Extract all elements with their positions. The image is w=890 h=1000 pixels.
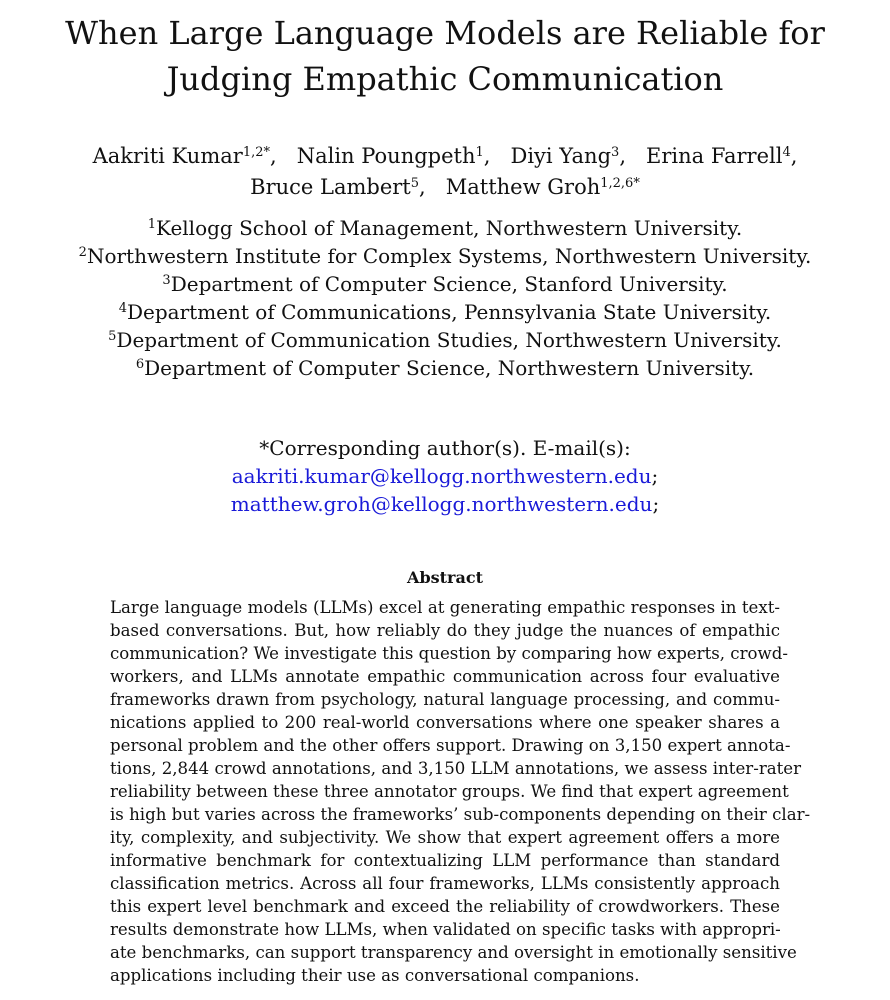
author: Aakriti Kumar$^{1,2*}$,	[92, 144, 277, 168]
author: Bruce Lambert$^5$,	[250, 175, 426, 199]
email-line: aakriti.kumar@kellogg.northwestern.edu;	[231, 464, 659, 488]
title-line-2: Judging Empathic Communication	[166, 60, 724, 98]
abstract-line: frameworks drawn from psychology, natural language processing, and commu-	[110, 690, 780, 709]
email-link[interactable]: matthew.groh@kellogg.northwestern.edu	[230, 492, 653, 516]
author-list-line-2	[0, 172, 890, 202]
abstract-line: applications including their use as conversational companions.	[110, 966, 640, 985]
abstract-line: informative benchmark for contextualizing LLM performance than standard	[110, 851, 780, 870]
author: Erina Farrell$^4$,	[646, 144, 798, 168]
abstract-line: ate benchmarks, can support transparency and oversight in emotionally sensitive	[110, 943, 797, 962]
title-line-1: When Large Language Models are Reliable for	[65, 14, 825, 52]
abstract-line: this expert level benchmark and exceed the reliability of crowdworkers. These	[110, 897, 780, 916]
corresponding-author-label: *Corresponding author(s). E-mail(s):	[259, 436, 631, 460]
abstract-line: personal problem and the other offers support. Drawing on 3,150 expert annota-	[110, 736, 791, 755]
author: Nalin Poungpeth$^1$,	[296, 144, 491, 168]
author: Diyi Yang$^3$,	[510, 144, 626, 168]
affiliation: $^3$Department of Computer Science, Stanford University.	[162, 272, 728, 296]
abstract-line: ity, complexity, and subjectivity. We show that expert agreement offers a more	[110, 828, 780, 847]
abstract-line: is high but varies across the frameworks’ sub-components depending on their clar-	[110, 805, 811, 824]
abstract-line: classification metrics. Across all four frameworks, LLMs consistently approach	[110, 874, 780, 893]
abstract-line: communication? We investigate this question by comparing how experts, crowd-	[110, 644, 788, 663]
abstract-heading: Abstract	[407, 568, 483, 587]
abstract-line: based conversations. But, how reliably do they judge the nuances of empathic	[110, 621, 780, 640]
abstract-line: nications applied to 200 real-world conversations where one speaker shares a	[110, 713, 780, 732]
affiliation: $^1$Kellogg School of Management, Northwestern University.	[147, 216, 743, 240]
abstract-line: workers, and LLMs annotate empathic communication across four evaluative	[110, 667, 780, 686]
abstract-line: Large language models (LLMs) excel at generating empathic responses in text-	[110, 598, 780, 617]
affiliation: $^5$Department of Communication Studies, Northwestern University.	[108, 328, 782, 352]
affiliation: $^6$Department of Computer Science, Northwestern University.	[135, 356, 755, 380]
affiliation: $^2$Northwestern Institute for Complex Systems, Northwestern University.	[78, 244, 812, 268]
author-list-line-1	[0, 141, 890, 171]
author: Matthew Groh$^{1,2,6*}$	[445, 175, 640, 199]
email-link[interactable]: aakriti.kumar@kellogg.northwestern.edu	[231, 464, 652, 488]
abstract-line: results demonstrate how LLMs, when validated on specific tasks with appropri-	[110, 920, 781, 939]
paper-title-line-2	[0, 56, 890, 102]
affiliation: $^4$Department of Communications, Pennsylvania State University.	[118, 300, 772, 324]
abstract-line: reliability between these three annotator groups. We find that expert agreement	[110, 782, 789, 801]
paper-title	[0, 10, 890, 56]
abstract-line: tions, 2,844 crowd annotations, and 3,150 LLM annotations, we assess inter-rater	[110, 759, 802, 778]
email-line: matthew.groh@kellogg.northwestern.edu;	[230, 492, 660, 516]
